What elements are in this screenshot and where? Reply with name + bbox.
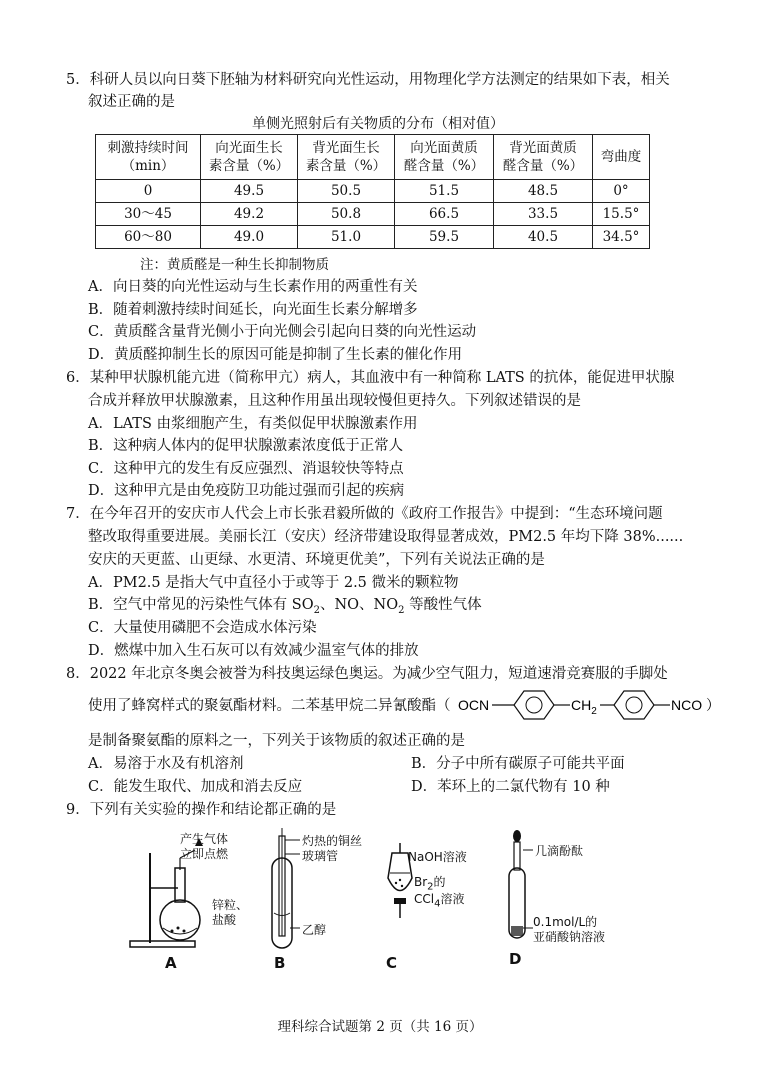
q5-table-caption: 单侧光照射后有关物质的分布（相对值） (252, 116, 504, 132)
apparatus-a-letter: A (165, 954, 177, 972)
q8-stem-line2: 使用了蜂窝样式的聚氨酯材料。二苯基甲烷二异氰酸酯（ (88, 698, 451, 714)
header-shade-auxin: 背光面生长 素含量（%） (298, 135, 395, 180)
header-shade-xanthoxin: 背光面黄质 醛含量（%） (494, 135, 593, 180)
apparatus-b-label-ethanol: 乙醇 (302, 923, 327, 937)
q5-stem-line1: 5．科研人员以向日葵下胚轴为材料研究向光性运动，用物理化学方法测定的结果如下表，相关 (66, 72, 670, 88)
apparatus-a-label-acid: 盐酸 (212, 913, 237, 927)
q7-option-c[interactable]: C．大量使用磷肥不会造成水体污染 (88, 620, 317, 636)
q7-option-d[interactable]: D．燃煤中加入生石灰可以有效减少温室气体的排放 (88, 643, 419, 659)
table-cell: 40.5 (494, 226, 593, 249)
q8-option-b[interactable]: B．分子中所有碳原子可能共平面 (411, 756, 625, 772)
mdi-structure-formula (454, 688, 724, 722)
apparatus-c-label-ccl4: CCl$_4$溶液 (414, 892, 465, 910)
apparatus-c-label-br2: $Br_2$的 (414, 875, 446, 893)
header-lit-xanthoxin: 向光面黄质 醛含量（%） (395, 135, 494, 180)
q8-option-d[interactable]: D．苯环上的二氯代物有 10 种 (411, 779, 610, 795)
header-curvature: 弯曲度 (593, 135, 650, 180)
table-cell: 30～45 (96, 203, 201, 226)
q5-data-table (95, 134, 650, 249)
table-cell: 50.8 (298, 203, 395, 226)
formula-nco: NCO (671, 697, 703, 713)
apparatus-d[interactable] (505, 828, 635, 978)
q7-stem-line1: 7．在今年召开的安庆市人代会上市长张君毅所做的《政府工作报告》中提到：“生态环境问题 (66, 506, 663, 522)
q5-option-d[interactable]: D．黄质醛抑制生长的原因可能是抑制了生长素的催化作用 (88, 347, 463, 363)
q6-stem-line2: 合成并释放甲状腺激素，且这种作用虽出现较慢但更持久。下列叙述错误的是 (88, 393, 581, 409)
table-cell: 0 (96, 180, 201, 203)
q5-option-a[interactable]: A．向日葵的向光性运动与生长素作用的两重性有关 (88, 279, 418, 295)
benzene-ring-icon (514, 691, 554, 719)
table-cell: 15.5° (593, 203, 650, 226)
apparatus-d-letter: D (509, 950, 522, 968)
table-cell: 33.5 (494, 203, 593, 226)
q5-stem-line2: 叙述正确的是 (88, 94, 175, 110)
q7-stem-line2: 整改取得重要进展。美丽长江（安庆）经济带建设取得显著成效，PM2.5 年均下降 38%...... (88, 529, 684, 545)
table-cell: 49.0 (201, 226, 298, 249)
q5-option-c[interactable]: C．黄质醛含量背光侧小于向光侧会引起向日葵的向光性运动 (88, 324, 477, 340)
apparatus-d-label-phenolphthalein: 几滴酚酞 (535, 844, 584, 858)
table-cell: 49.2 (201, 203, 298, 226)
formula-close-paren: ） (706, 699, 720, 714)
table-cell: 60～80 (96, 226, 201, 249)
q6-stem-line1: 6．某种甲状腺机能亢进（简称甲亢）病人，其血液中有一种简称 LATS 的抗体，能促进甲状腺 (66, 370, 675, 386)
table-cell: 0° (593, 180, 650, 203)
formula-ch2: $CH_2$ (571, 697, 597, 717)
q8-stem-line3: 是制备聚氨酯的原料之一，下列关于该物质的叙述正确的是 (88, 733, 465, 749)
q8-option-c[interactable]: C．能发生取代、加成和消去反应 (88, 779, 303, 795)
q6-option-b[interactable]: B．这种病人体内的促甲状腺激素浓度低于正常人 (88, 438, 404, 454)
q6-option-c[interactable]: C．这种甲亢的发生有反应强烈、消退较快等特点 (88, 461, 404, 477)
benzene-ring-icon (614, 691, 654, 719)
apparatus-b-label-glass-tube: 玻璃管 (302, 849, 339, 863)
apparatus-d-label-sodium-nitrite: 亚硝酸钠溶液 (533, 930, 606, 944)
table-row (96, 203, 650, 226)
q5-option-b[interactable]: B．随着刺激持续时间延长，向光面生长素分解增多 (88, 302, 418, 318)
table-cell: 34.5° (593, 226, 650, 249)
q7-option-b[interactable]: B．空气中常见的污染性气体有 $SO_2$、NO、$NO_2$ 等酸性气体 (88, 597, 482, 616)
apparatus-c-label-naoh: NaOH溶液 (408, 850, 467, 864)
apparatus-a-label-zinc: 锌粒、 (212, 898, 249, 912)
apparatus-a-label-gas: 产生气体 (180, 832, 229, 846)
q7-option-a[interactable]: A．PM2.5 是指大气中直径小于或等于 2.5 微米的颗粒物 (88, 575, 459, 591)
apparatus-a-label-ignite: 立即点燃 (180, 847, 229, 861)
apparatus-a[interactable] (120, 828, 250, 978)
q9-stem: 9．下列有关实验的操作和结论都正确的是 (66, 802, 337, 818)
table-cell: 48.5 (494, 180, 593, 203)
q8-stem-line1: 8．2022 年北京冬奥会被誉为科技奥运绿色奥运。为减少空气阻力，短道速滑竞赛服的手脚处 (66, 666, 668, 682)
apparatus-b[interactable] (262, 828, 372, 978)
q6-option-d[interactable]: D．这种甲亢是由免疫防卫功能过强而引起的疾病 (88, 483, 405, 499)
apparatus-b-letter: B (274, 954, 286, 972)
table-header-row (96, 135, 650, 180)
table-cell: 59.5 (395, 226, 494, 249)
q8-option-a[interactable]: A．易溶于水及有机溶剂 (88, 756, 244, 772)
q5-table-note: 注：黄质醛是一种生长抑制物质 (140, 257, 329, 273)
q6-option-a[interactable]: A．LATS 由浆细胞产生，有类似促甲状腺激素作用 (88, 416, 418, 432)
header-lit-auxin: 向光面生长 素含量（%） (201, 135, 298, 180)
table-cell: 50.5 (298, 180, 395, 203)
apparatus-c[interactable] (380, 828, 490, 978)
formula-ocn: OCN (458, 697, 490, 713)
table-cell: 66.5 (395, 203, 494, 226)
apparatus-c-letter: C (386, 954, 398, 972)
table-cell: 51.0 (298, 226, 395, 249)
table-cell: 51.5 (395, 180, 494, 203)
apparatus-b-label-copper: 灼热的铜丝 (302, 834, 363, 848)
header-duration: 刺激持续时间 （min） (96, 135, 201, 180)
table-row (96, 180, 650, 203)
q7-stem-line3: 安庆的天更蓝、山更绿、水更清、环境更优美”，下列有关说法正确的是 (88, 552, 545, 568)
apparatus-d-label-concentration: 0.1mol/L的 (533, 915, 598, 929)
table-cell: 49.5 (201, 180, 298, 203)
table-row (96, 226, 650, 249)
page-footer: 理科综合试题第 2 页（共 16 页） (277, 1019, 483, 1035)
